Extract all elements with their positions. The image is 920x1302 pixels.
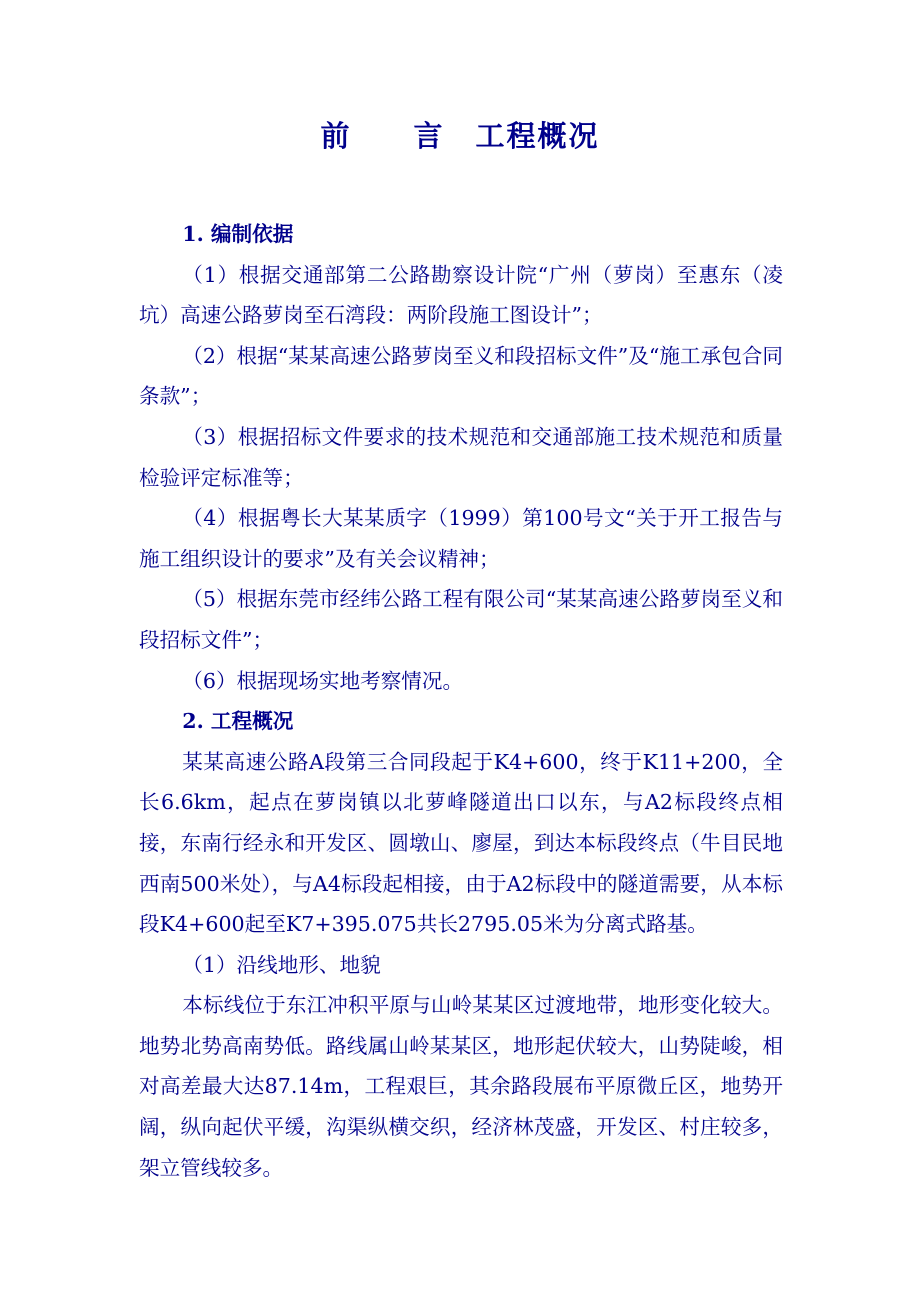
page-title: 前 言 工程概况	[320, 119, 600, 153]
basis-item-1: （1）根据交通部第二公路勘察设计院“广州（萝岗）至惠东（凌坑）高速公路萝岗至石湾段：两阶段施工图设计”；	[139, 262, 783, 328]
section-heading-overview: 2. 工程概况	[182, 709, 294, 734]
terrain-paragraph: 本标线位于东江冲积平原与山岭某某区过渡地带，地形变化较大。地势北势高南势低。路线属山岭某某区，地形起伏较大，山势陡峻，相对高差最大达87.14m，工程艰巨，其余路段展布平原微丘区，地势开阔，纵向起伏平缓，沟渠纵横交织，经济林茂盛，开发区、村庄较多，架立管线较多。	[139, 993, 783, 1180]
basis-item-5: （5）根据东莞市经纬公路工程有限公司“某某高速公路萝岗至义和段招标文件”；	[139, 587, 783, 652]
document-body	[139, 214, 783, 1188]
basis-item-4: （4）根据粤长大某某质字（1999）第100号文“关于开工报告与施工组织设计的要求”及有关会议精神；	[139, 506, 783, 571]
basis-item-6: （6）根据现场实地考察情况。	[182, 668, 464, 693]
basis-item-2: （2）根据“某某高速公路萝岗至义和段招标文件”及“施工承包合同条款”；	[139, 343, 783, 409]
terrain-subheading: （1）沿线地形、地貌	[182, 952, 381, 977]
overview-paragraph: 某某高速公路A段第三合同段起于K4+600，终于K11+200，全长6.6km，起点在萝岗镇以北萝峰隧道出口以东，与A2标段终点相接，东南行经永和开发区、圆墩山、廖屋，到达本标段终点（牛目民地西南500米处），与A4标段起相接，由于A2标段中的隧道需要，从本标段K4+600起至K7+395.075共长2795.05米为分离式路基。	[139, 749, 783, 937]
basis-item-3: （3）根据招标文件要求的技术规范和交通部施工技术规范和质量检验评定标准等；	[139, 424, 783, 490]
section-heading-basis: 1. 编制依据	[182, 222, 294, 246]
